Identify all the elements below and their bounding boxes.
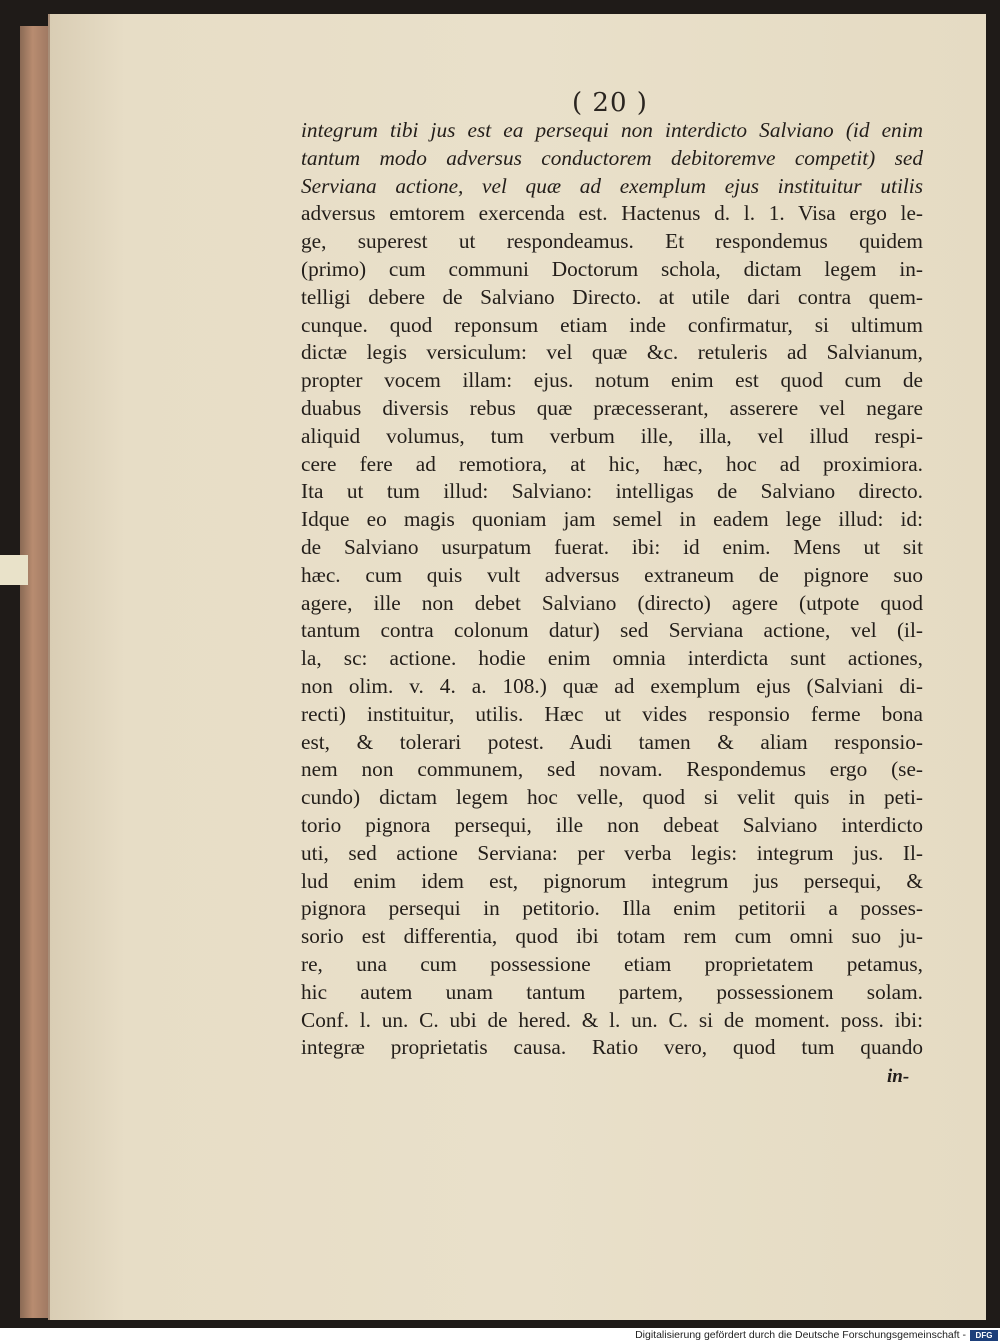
text-line: integrum tibi jus est ea persequi non interdicto Salviano (id enim (301, 118, 923, 142)
text-line: propter vocem illam: ejus. notum enim est quod cum de (301, 368, 923, 393)
text-line: tantum contra colonum datur) sed Serviana actione, vel (il- (301, 618, 923, 643)
text-line: Conf. l. un. C. ubi de hered. & l. un. C. si de moment. poss. ibi: (301, 1007, 923, 1032)
text-line: adversus emtorem exercenda est. Hactenus d. l. 1. Visa ergo le- (301, 201, 923, 226)
page-text (301, 117, 923, 1062)
text-line: integræ proprietatis causa. Ratio vero, quod tum quando (301, 1035, 923, 1060)
text-line: telligi debere de Salviano Directo. at utile dari contra quem- (301, 284, 923, 309)
page-number: ( 20 ) (572, 88, 648, 118)
catchword: in- (887, 1066, 910, 1087)
text-line: hæc. cum quis vult adversus extraneum de pignore suo (301, 562, 923, 587)
text-line: hic autem unam tantum partem, possessionem solam. (301, 979, 923, 1004)
text-line: Idque eo magis quoniam jam semel in eadem lege illud: id: (301, 507, 923, 532)
text-line: Ita ut tum illud: Salviano: intelligas de Salviano directo. (301, 479, 923, 504)
text-line: non olim. v. 4. a. 108.) quæ ad exemplum ejus (Salviani di- (301, 673, 923, 698)
text-line: duabus diversis rebus quæ præcesserant, asserere vel negare (301, 395, 923, 420)
text-line: pignora persequi in petitorio. Illa enim petitorii a posses- (301, 896, 923, 921)
text-line: Serviana actione, vel quæ ad exemplum ejus instituitur utilis (301, 173, 923, 198)
text-line: cunque. quod reponsum etiam inde confirmatur, si ultimum (301, 312, 923, 337)
text-line: torio pignora persequi, ille non debeat Salviano interdicto (301, 812, 923, 837)
text-line: (primo) cum communi Doctorum schola, dictam legem in- (301, 256, 923, 281)
text-line: agere, ille non debet Salviano (directo) agere (utpote quod (301, 590, 923, 615)
text-line: sorio est differentia, quod ibi totam rem cum omni suo ju- (301, 924, 923, 949)
page-marker-tab (0, 555, 28, 585)
text-line: ge, superest ut respondeamus. Et respondemus quidem (301, 229, 923, 254)
text-line: recti) instituitur, utilis. Hæc ut vides responsio ferme bona (301, 701, 923, 726)
text-line: tantum modo adversus conductorem debitoremve competit) sed (301, 145, 923, 170)
text-line: cere fere ad remotiora, at hic, hæc, hoc ad proximiora. (301, 451, 923, 476)
digitization-footer (0, 1328, 1000, 1343)
text-line: la, sc: actione. hodie enim omnia interdicta sunt actiones, (301, 646, 923, 671)
text-line: aliquid volumus, tum verbum ille, illa, vel illud respi- (301, 423, 923, 448)
dfg-logo: DFG (970, 1330, 998, 1341)
text-line: de Salviano usurpatum fuerat. ibi: id enim. Mens ut sit (301, 534, 923, 559)
text-line: dictæ legis versiculum: vel quæ &c. retuleris ad Salvianum, (301, 340, 923, 365)
text-line: nem non communem, sed novam. Respondemus ergo (se- (301, 757, 923, 782)
text-line: est, & tolerari potest. Audi tamen & aliam responsio- (301, 729, 923, 754)
text-line: uti, sed actione Serviana: per verba legis: integrum jus. Il- (301, 840, 923, 865)
text-line: lud enim idem est, pignorum integrum jus persequi, & (301, 868, 923, 893)
text-line: cundo) dictam legem hoc velle, quod si velit quis in peti- (301, 785, 923, 810)
text-line: re, una cum possessione etiam proprietatem petamus, (301, 951, 923, 976)
funding-credit: Digitalisierung gefördert durch die Deutsche Forschungsgemeinschaft - (635, 1329, 966, 1341)
